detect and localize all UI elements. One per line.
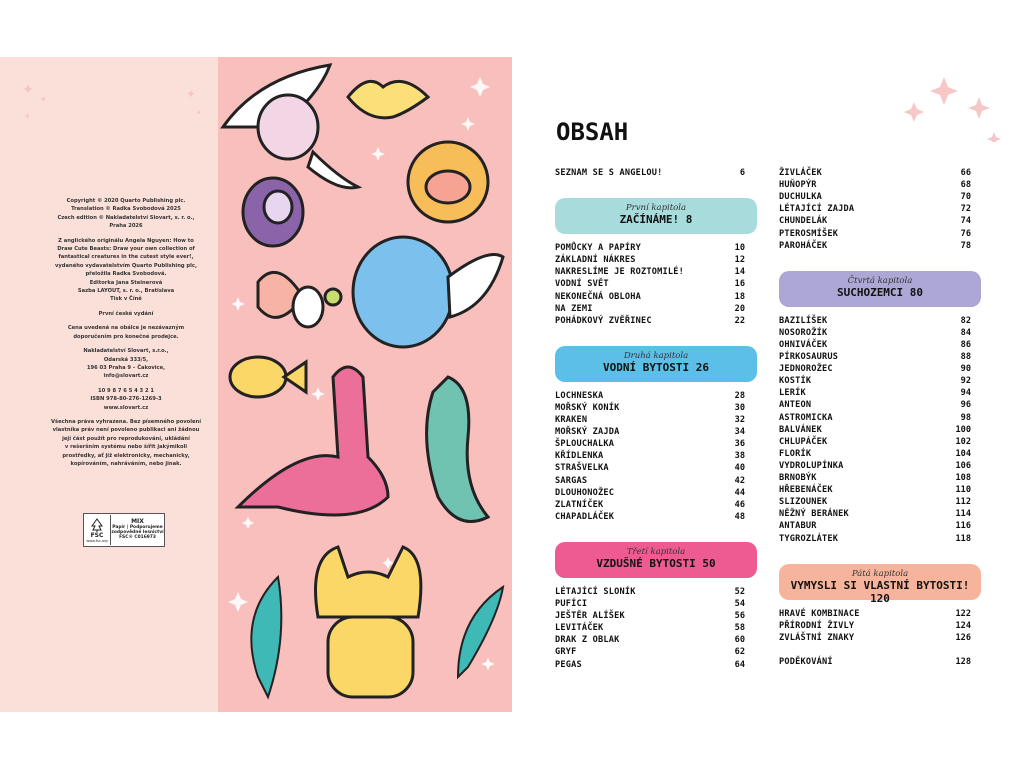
toc-entry	[555, 500, 745, 512]
flying-elephant-icon	[353, 237, 503, 347]
toc-entry	[555, 611, 745, 623]
toc-entry-page: 108	[955, 473, 971, 483]
toc-entry-title: LOCHNESKA	[555, 390, 604, 401]
toc-entry-page: 52	[734, 586, 745, 597]
toc-entry-page: 38	[734, 451, 745, 462]
toc-entry	[779, 400, 971, 412]
toc-entry	[779, 192, 971, 204]
imprint-paragraph: Nakladatelství Slovart, s.r.o., Odarská 333/5, 196 03 Praha 9 – Čakovice, info@slovart.cz	[83, 348, 169, 380]
butterfly-creature-icon	[258, 272, 341, 327]
toc-entry-title: PŘÍRODNÍ ŽIVLY	[779, 620, 855, 631]
toc-entry	[779, 521, 971, 533]
toc-entry-page: 110	[955, 485, 971, 496]
toc-entry-title: CHLUPÁČEK	[779, 436, 828, 447]
fsc-details	[111, 519, 164, 541]
toc-entry-page: 98	[960, 412, 971, 423]
toc-entry-page: 106	[955, 460, 971, 471]
toc-entry-page: 88	[960, 352, 971, 362]
toc-entry-page: 18	[734, 291, 745, 302]
toc-entry	[555, 243, 745, 255]
toc-entry-page: 32	[734, 415, 745, 425]
toc-entry-title: SARGAS	[555, 475, 588, 486]
toc-entry-page: 34	[734, 427, 745, 438]
toc-entry	[779, 229, 971, 241]
toc-entry-page: 112	[955, 497, 971, 508]
toc-entry-title: TYGROZLÁTEK	[779, 533, 839, 544]
fsc-url: www.fsc.org	[86, 538, 108, 543]
toc-entry-page: 94	[960, 388, 971, 399]
toc-entry	[555, 635, 745, 647]
chapter-banner	[779, 271, 981, 307]
fsc-line: Papír | Podporujeme	[112, 524, 163, 530]
toc-entry-title: PEGAS	[555, 659, 582, 670]
toc-entry-page: 54	[734, 599, 745, 609]
toc-entry	[779, 241, 971, 253]
toc-entry-title: KRAKEN	[555, 415, 588, 425]
toc-entry-title: FLORÍK	[779, 448, 812, 459]
star-icon: ✦	[186, 87, 197, 101]
decorative-stars-icon	[894, 72, 1014, 142]
fsc-code: FSC® C016973	[119, 535, 156, 541]
toc-entry-page: 72	[960, 204, 971, 215]
toc-entry-title: PAROHÁČEK	[779, 240, 828, 251]
toc-entry	[779, 657, 971, 669]
toc-entry-title: PUFÍCI	[555, 599, 588, 609]
toc-entry	[779, 180, 971, 192]
chapter-banner	[555, 198, 757, 234]
toc-entry-page: 28	[734, 390, 745, 401]
toc-entry-title: LEVITÁČEK	[555, 623, 604, 634]
imprint-paragraph: Cena uvedená na obálce je nezávazným doporučením pro konečné prodejce.	[67, 325, 185, 340]
toc-entry-page: 10	[734, 243, 745, 254]
toc-entry-page: 36	[734, 439, 745, 450]
toc-entry-title: DUCHULKA	[779, 192, 822, 203]
toc-entry	[555, 415, 745, 427]
toc-entry-title: NOSOROŽÍK	[779, 327, 828, 338]
toc-entry-page: 84	[960, 327, 971, 338]
toc-entry	[779, 352, 971, 364]
toc-entry-page: 126	[955, 632, 971, 643]
toc-entry-page: 78	[960, 240, 971, 251]
toc-entry	[555, 587, 745, 599]
toc-entry-title: ZVLÁŠTNÍ ZNAKY	[779, 632, 855, 643]
fsc-logo-text: FSC	[90, 531, 104, 539]
toc-entry-title: BRNOBÝK	[779, 473, 817, 483]
chapter-label: Pátá kapitola	[851, 568, 909, 579]
toc-entry	[555, 267, 745, 279]
toc-entry-title: OHNIVÁČEK	[779, 339, 828, 350]
toc-entry	[555, 168, 745, 180]
toc-entry-title: LERÍK	[779, 388, 806, 399]
toc-entry-page: 118	[955, 533, 971, 544]
toc-entry-title: ASTROMICKA	[779, 412, 833, 423]
chapter-title: VYMYSLI SI VLASTNÍ BYTOSTI! 120	[790, 578, 970, 605]
chapter-label: Třetí kapitola	[626, 546, 686, 557]
toc-entry	[779, 633, 971, 645]
toc-entry	[555, 512, 745, 524]
toc-entry-page: 128	[955, 657, 971, 667]
imprint-paragraph: Všechna práva vyhrazena. Bez písemného povolení vlastníka práv není povoleno publikaci ani žádnou její část použít pro reprodukování, ukládání v rešeršním systému nebo šířit jakýmikoli prostředky, ať již elektronicky, mechanicky, kopírováním, nahráváním, nebo jinak.	[51, 418, 201, 467]
toc-entry-page: 74	[960, 216, 971, 227]
toc-entry	[555, 623, 745, 635]
chapter-banner	[779, 564, 981, 605]
toc-entry-page: 70	[960, 192, 971, 203]
purple-owl-icon	[243, 178, 303, 246]
toc-entry-title: JEŠTĚR ALÍŠEK	[555, 611, 625, 622]
toc-entry-title: KOSTÍK	[779, 376, 812, 387]
toc-entry-title: GRYF	[555, 647, 577, 658]
chapter-label: Čtvrtá kapitola	[847, 275, 913, 286]
toc-entry-title: PTEROSMÍŠEK	[779, 228, 839, 239]
toc-entry-page: 96	[960, 400, 971, 411]
toc-entry	[779, 497, 971, 509]
toc-entry	[779, 473, 971, 485]
toc-entry-title: ANTEON	[779, 400, 812, 411]
toc-entry-title: VODNÍ SVĚT	[555, 279, 609, 290]
toc-entry-title: CHUNDELÁK	[779, 216, 828, 227]
fsc-certification-badge	[83, 513, 165, 547]
chapter-banner	[555, 346, 757, 382]
toc-entry	[555, 279, 745, 291]
toc-entry-page: 104	[955, 448, 971, 459]
toc-entry-title: ANTABUR	[779, 521, 817, 532]
page-title: OBSAH	[556, 118, 629, 146]
toc-entry	[779, 388, 971, 400]
toc-entry-title: BAZILÍŠEK	[779, 315, 828, 326]
toc-entry	[779, 621, 971, 633]
toc-entry	[779, 425, 971, 437]
toc-entry	[555, 255, 745, 267]
toc-entry-title: NĚŽNÝ BERÁNEK	[779, 509, 849, 520]
toc-entry	[555, 660, 745, 672]
toc-entry-page: 90	[960, 364, 971, 375]
toc-entry	[779, 509, 971, 521]
toc-entry-title: MOŘSKÝ ZAJDA	[555, 427, 620, 438]
imprint-text	[40, 197, 212, 474]
toc-entry	[555, 647, 745, 659]
toc-entry-title: POHÁDKOVÝ ZVĚŘINEC	[555, 315, 652, 326]
yellow-fish-icon	[230, 357, 306, 397]
creature-illustrations	[218, 57, 512, 712]
toc-entry-page: 56	[734, 611, 745, 622]
toc-entry-page: 76	[960, 228, 971, 239]
chapter-title: SUCHOZEMCI 80	[836, 285, 924, 299]
fire-dragon-icon	[408, 142, 488, 222]
yellow-chick-icon	[348, 81, 428, 117]
toc-entry-title: ZÁKLADNÍ NÁKRES	[555, 255, 636, 266]
toc-entry-title: HŘEBENÁČEK	[779, 485, 833, 496]
toc-entry	[555, 292, 745, 304]
toc-entry-page: 86	[960, 339, 971, 350]
toc-entry-title: ŽIVLÁČEK	[779, 168, 822, 178]
toc-entry	[555, 304, 745, 316]
toc-entry-title: HRAVÉ KOMBINACE	[779, 608, 860, 619]
toc-entry-title: POMŮCKY A PAPÍRY	[555, 243, 641, 254]
toc-entry	[779, 534, 971, 546]
toc-entry-title: DRAK Z OBLAK	[555, 635, 620, 646]
toc-entry	[555, 451, 745, 463]
chapter-label: První kapitola	[625, 203, 687, 214]
toc-entry-page: 16	[734, 279, 745, 290]
toc-entry-page: 64	[734, 659, 745, 670]
toc-entry-title: PODĚKOVÁNÍ	[779, 657, 833, 667]
toc-entry	[779, 168, 971, 180]
toc-entry	[779, 364, 971, 376]
star-icon: ✦	[40, 95, 47, 104]
toc-entry	[555, 391, 745, 403]
toc-entry-page: 116	[955, 521, 971, 532]
toc-entry-page: 12	[734, 255, 745, 266]
toc-entry	[555, 316, 745, 328]
toc-entry-title: SEZNAM SE S ANGELOU!	[555, 168, 663, 178]
toc-entry-title: LÉTAJÍCÍ ZAJDA	[779, 204, 855, 215]
toc-entry-title: PÍRKOSAURUS	[779, 352, 839, 362]
fsc-line: zodpovědné lesnictví	[111, 530, 164, 535]
imprint-paragraph: Copyright © 2020 Quarto Publishing plc. Translation © Radka Svobodová 2025 Czech edition © Nakladatelství Slovart, s. r. o., Praha 2026	[57, 198, 195, 230]
toc-entry	[779, 609, 971, 621]
toc-entry-page: 14	[734, 267, 745, 278]
toc-entry-title: KŘÍDLENKA	[555, 451, 604, 462]
star-icon: ✦	[196, 109, 202, 117]
toc-entry-page: 92	[960, 376, 971, 387]
toc-entry-title: NAKRESLÍME JE ROZTOMILÉ!	[555, 267, 684, 278]
toc-entry	[779, 461, 971, 473]
toc-entry-title: ŠPLOUCHALKA	[555, 439, 615, 450]
imprint-paragraph: První české vydání	[98, 310, 154, 317]
toc-entry-page: 42	[734, 475, 745, 486]
toc-entry-title: HUŇOPÝR	[779, 180, 817, 191]
toc-entry	[779, 449, 971, 461]
imprint-paragraph: Z anglického originálu Angela Nguyen: How to Draw Cute Beasts: Draw your own collection of fantastical creatures in the cutest style ever!, vydaného vydavatelstvím Quarto Publishing plc, přeložila Radka Svobodová. Editorka Jana Steinerová Sazba LAYOUT, s. r. o., Bratislava Tisk v Číně	[55, 237, 197, 303]
toc-entry-title: JEDNOROŽEC	[779, 364, 833, 375]
chapter-banner	[555, 542, 757, 578]
toc-entry	[779, 413, 971, 425]
toc-entry-title: CHAPADLÁČEK	[555, 511, 615, 522]
chapter-title: ZAČÍNÁME! 8	[619, 213, 693, 227]
toc-entry	[555, 599, 745, 611]
toc-entry-page: 82	[960, 315, 971, 326]
toc-entry-title: DLOUHONOŽEC	[555, 487, 615, 498]
toc-entry-page: 6	[739, 168, 745, 178]
toc-entry-title: LÉTAJÍCÍ SLONÍK	[555, 586, 636, 597]
toc-entry	[555, 463, 745, 475]
toc-entry	[779, 376, 971, 388]
toc-entry-page: 30	[734, 402, 745, 413]
winged-bunny-icon	[223, 65, 358, 188]
imprint-paragraph: 10 9 8 7 6 5 4 3 2 1 ISBN 978-80-276-1269-3 www.slovart.cz	[90, 387, 162, 411]
toc-entry-title: SLIZOUNEK	[779, 497, 828, 508]
toc-entry	[779, 340, 971, 352]
chapter-title: VZDUŠNÉ BYTOSTI 50	[596, 556, 716, 570]
toc-entry	[779, 316, 971, 328]
toc-entry	[555, 488, 745, 500]
toc-entry-page: 122	[955, 608, 971, 619]
toc-entry-page: 44	[734, 487, 745, 498]
toc-entry	[779, 204, 971, 216]
toc-entry-page: 62	[734, 647, 745, 658]
toc-entry-page: 58	[734, 623, 745, 634]
toc-entry-page: 66	[960, 168, 971, 178]
toc-entry	[555, 476, 745, 488]
toc-entry-page: 124	[955, 620, 971, 631]
teal-sea-creature-icon	[427, 377, 488, 522]
chapter-label: Druhá kapitola	[623, 350, 689, 361]
yellow-cat-icon	[316, 547, 421, 697]
toc-entry-page: 114	[955, 509, 971, 520]
toc-entry	[779, 328, 971, 340]
toc-entry-title: BALVÁNEK	[779, 424, 822, 435]
toc-entry-page: 100	[955, 424, 971, 435]
toc-entry-title: STRAŠVELKA	[555, 463, 609, 474]
fsc-mix-label: MIX	[131, 518, 144, 526]
toc-entry-title: MOŘSKÝ KONÍK	[555, 402, 620, 413]
toc-entry-title: ZLATNÍČEK	[555, 499, 604, 510]
toc-entry	[555, 439, 745, 451]
fsc-tree-icon	[84, 515, 111, 545]
star-icon: ✦	[24, 112, 31, 121]
toc-entry-page: 20	[734, 303, 745, 314]
toc-entry-page: 68	[960, 180, 971, 191]
illustration-panel	[218, 57, 512, 712]
star-icon: ✦	[22, 82, 34, 98]
toc-entry	[779, 216, 971, 228]
toc-entry	[555, 427, 745, 439]
toc-entry-page: 60	[734, 635, 745, 646]
toc-entry-page: 48	[734, 511, 745, 522]
toc-entry-page: 22	[734, 315, 745, 326]
toc-entry-page: 102	[955, 436, 971, 447]
toc-entry	[779, 437, 971, 449]
toc-entry-title: NEKONEČNÁ OBLOHA	[555, 291, 641, 302]
toc-entry-title: VYDROLUPÍNKA	[779, 460, 844, 471]
toc-entry-page: 46	[734, 499, 745, 510]
toc-entry	[779, 485, 971, 497]
toc-entry-title: NA ZEMI	[555, 303, 593, 314]
toc-entry-page: 40	[734, 463, 745, 474]
toc-entry	[555, 403, 745, 415]
chapter-title: VODNÍ BYTOSTI 26	[603, 360, 709, 374]
